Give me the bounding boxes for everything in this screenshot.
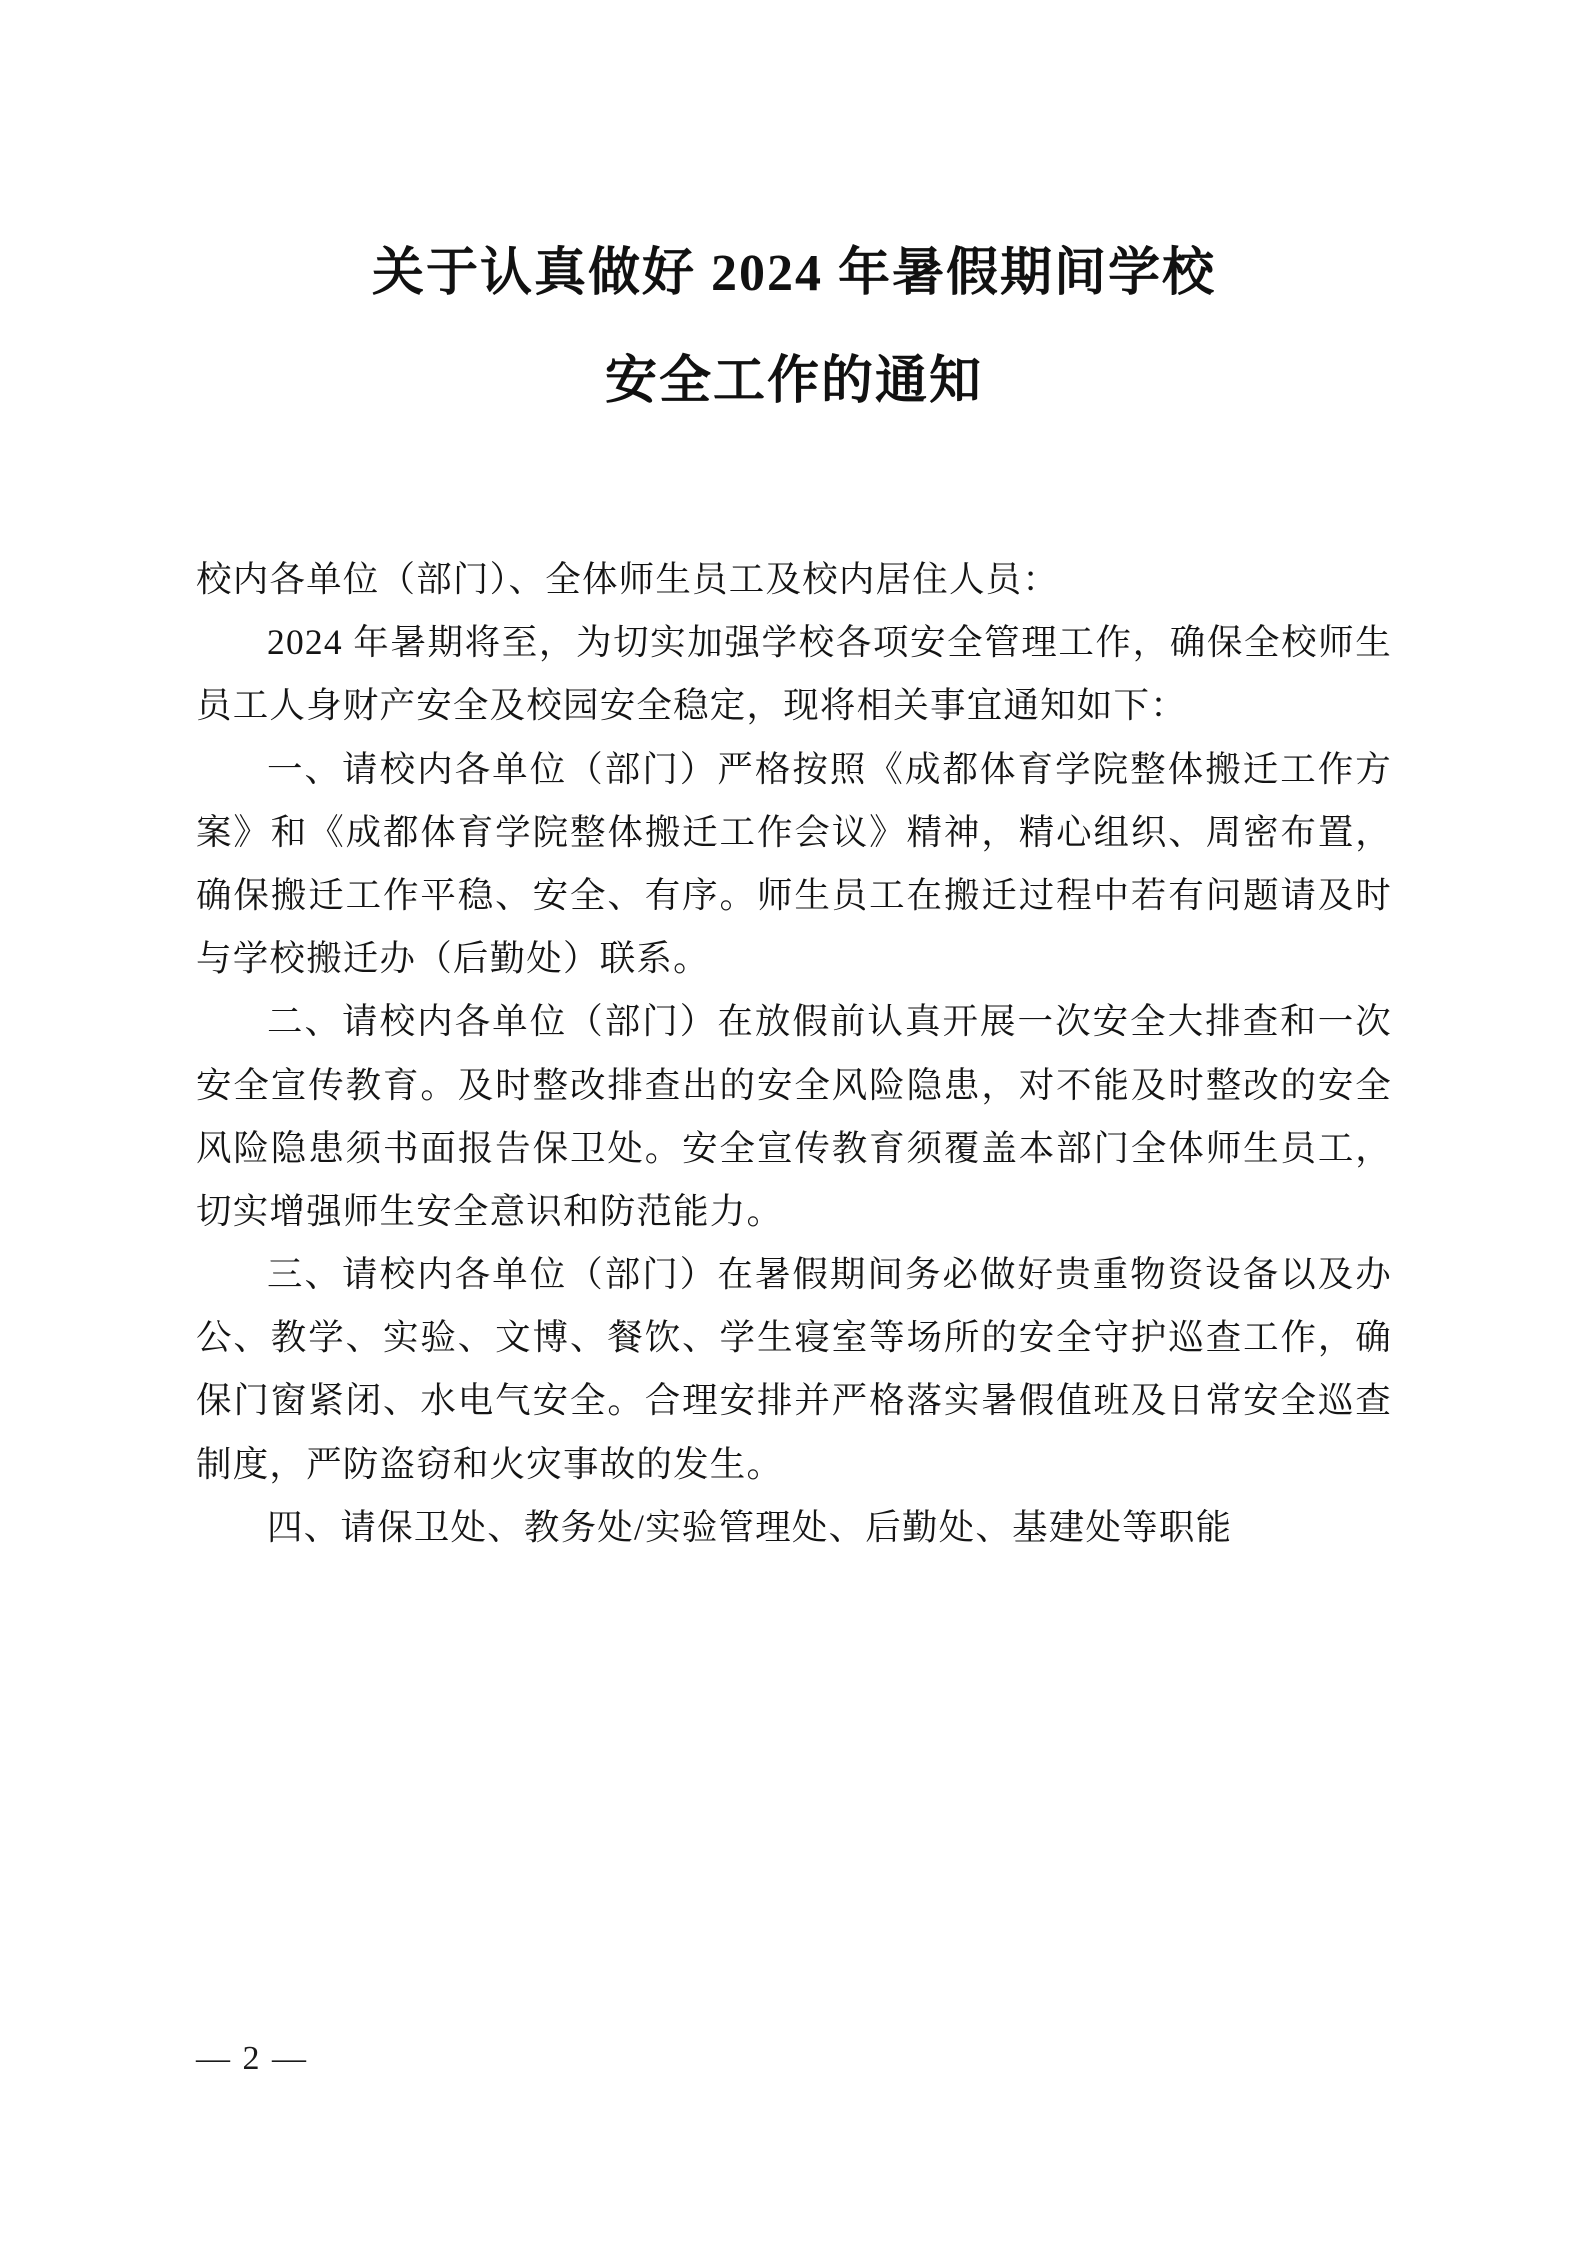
page-title [196, 245, 1392, 410]
page-number [196, 2040, 1392, 2078]
document-content [196, 0, 1392, 1559]
addressee-paragraph: 校内各单位（部门）、全体师生员工及校内居住人员： [196, 559, 1060, 599]
clause-three-paragraph: 三、请校内各单位（部门）在暑假期间务必做好贵重物资设备以及办公、教学、实验、文博、餐饮、学生寝室等场所的安全守护巡查工作，确保门窗紧闭、水电气安全。合理安排并严格落实暑假值班及日常安全巡查制度，严防盗窃和火灾事故的发生。 [196, 1254, 1392, 1484]
page-number-label: — 2 — [196, 2040, 308, 2077]
page-title-line-2: 安全工作的通知 [604, 353, 983, 410]
clause-four-paragraph: 四、请保卫处、教务处/实验管理处、后勤处、基建处等职能 [267, 1506, 1233, 1547]
document-body [196, 548, 1392, 1559]
intro-paragraph: 2024 年暑期将至，为切实加强学校各项安全管理工作，确保全校师生员工人身财产安全及校园安全稳定，现将相关事宜通知如下： [196, 622, 1392, 726]
clause-two-paragraph: 二、请校内各单位（部门）在放假前认真开展一次安全大排查和一次安全宣传教育。及时整改排查出的安全风险隐患，对不能及时整改的安全风险隐患须书面报告保卫处。安全宣传教育须覆盖本部门全体师生员工，切实增强师生安全意识和防范能力。 [196, 1001, 1392, 1231]
page-title-line-1: 关于认真做好 2024 年暑假期间学校 [371, 245, 1216, 302]
clause-one-paragraph: 一、请校内各单位（部门）严格按照《成都体育学院整体搬迁工作方案》和《成都体育学院整体搬迁工作会议》精神，精心组织、周密布置，确保搬迁工作平稳、安全、有序。师生员工在搬迁过程中若有问题请及时与学校搬迁办（后勤处）联系。 [196, 748, 1392, 979]
